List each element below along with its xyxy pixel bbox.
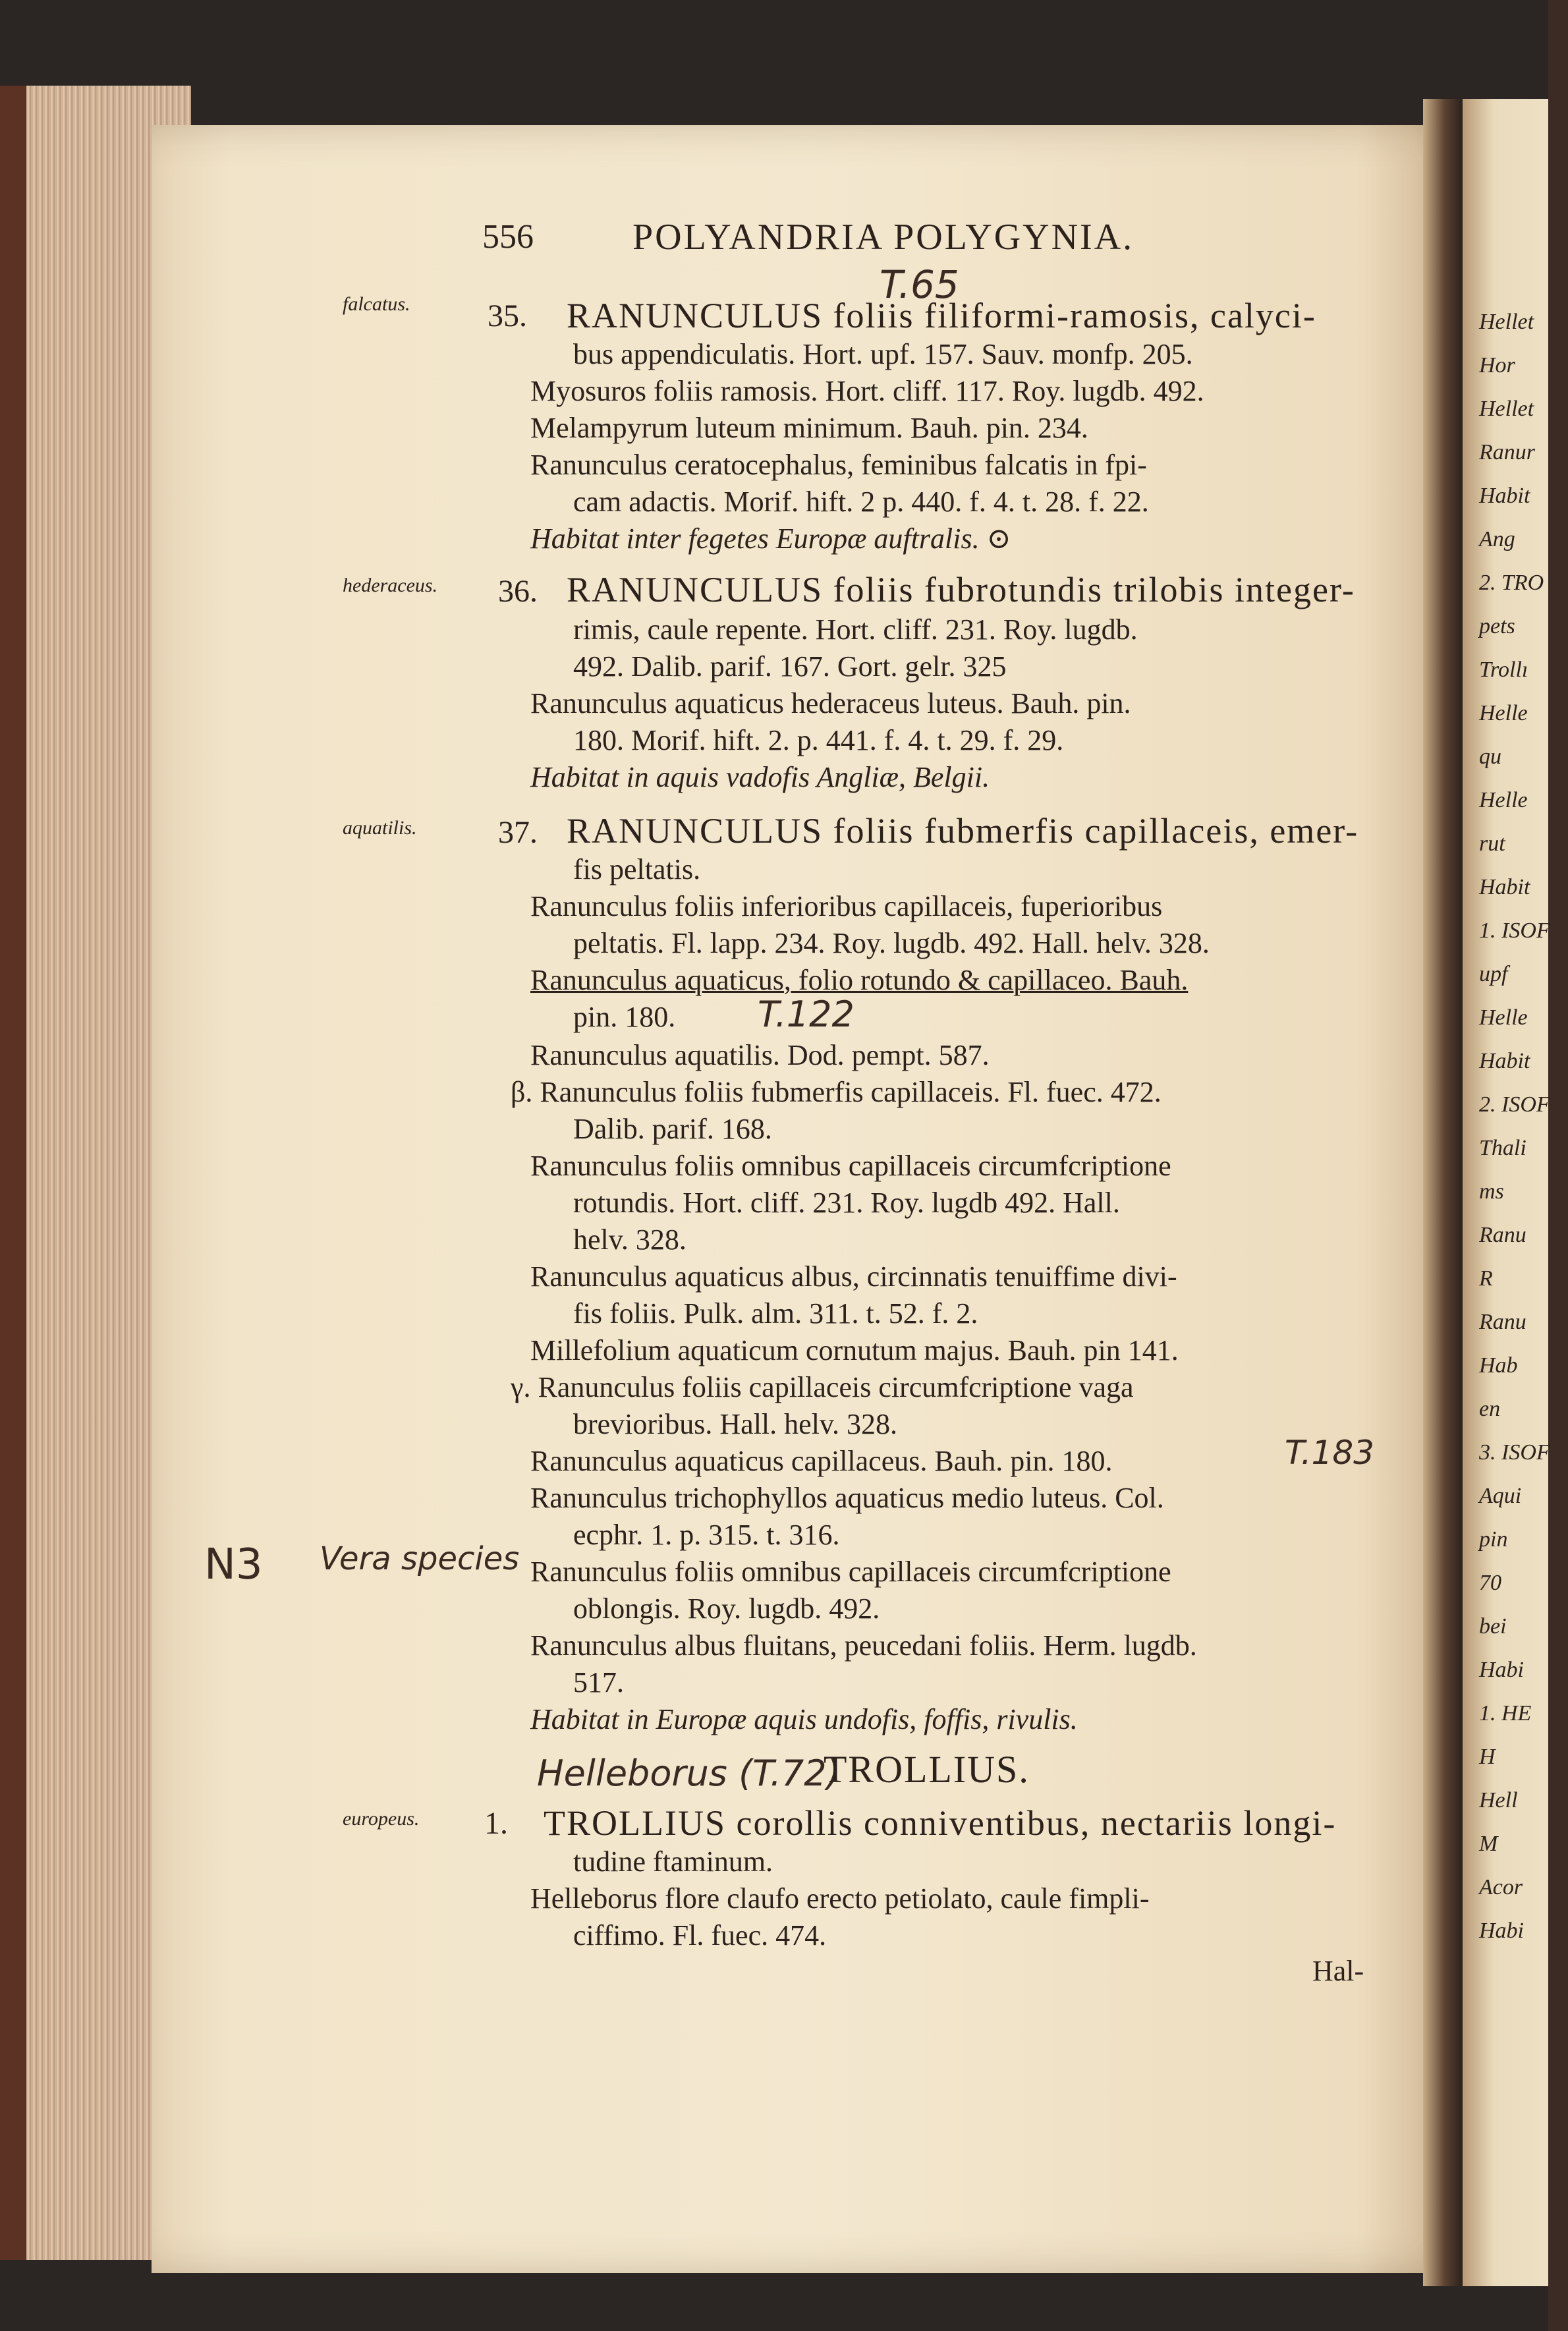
facing-page-fragment: Ang <box>1479 527 1515 551</box>
entry-text-line: 180. Morif. hift. 2. p. 441. f. 4. t. 29. f. 29. <box>573 724 1064 756</box>
entry-number: 36. <box>498 574 538 609</box>
entry-text-line: tudine ftaminum. <box>573 1845 773 1878</box>
catchword: Hal- <box>1312 1955 1364 1987</box>
habitat-line: Habitat in Europæ aquis undofis, foffis, rivulis. <box>530 1703 1078 1735</box>
facing-page-fragment: 3. ISOF <box>1479 1440 1550 1465</box>
facing-page-fragment: Hellet <box>1479 310 1534 334</box>
entry-text-line: fis peltatis. <box>573 853 701 885</box>
facing-page-fragment: en <box>1479 1397 1501 1421</box>
entry-text-line: Ranunculus aquaticus, folio rotundo & capillaceo. Bauh. <box>530 964 1189 996</box>
entry-text-line: peltatis. Fl. lapp. 234. Roy. lugdb. 492. Hall. helv. 328. <box>573 927 1210 959</box>
entry-text-line: TROLLIUS corollis conniventibus, nectariis longi- <box>544 1803 1337 1843</box>
facing-page-fragment: 1. ISOF <box>1479 918 1550 943</box>
entry-text-line: RANUNCULUS foliis fubmerfis capillaceis, emer- <box>567 811 1359 851</box>
entry-number: 37. <box>498 815 538 850</box>
page-number: 556 <box>482 218 534 256</box>
entry-text-line: Ranunculus ceratocephalus, feminibus falcatis in fpi- <box>530 449 1147 481</box>
entry-text-line: Ranunculus foliis inferioribus capillaceis, fuperioribus <box>530 890 1163 922</box>
entry-text-line: 492. Dalib. parif. 167. Gort. gelr. 325 <box>573 650 1007 683</box>
entry-text-line: brevioribus. Hall. helv. 328. <box>573 1408 898 1440</box>
entry-text-line: rotundis. Hort. cliff. 231. Roy. lugdb 492. Hall. <box>573 1187 1120 1219</box>
facing-page-fragment: Habi <box>1479 1658 1524 1682</box>
facing-page-fragment: Acor <box>1479 1875 1523 1899</box>
facing-page-fragment: ms <box>1479 1179 1504 1204</box>
facing-page-fragment: pin <box>1479 1527 1508 1552</box>
entry-number: 35. <box>488 298 527 333</box>
facing-page-fragment: Hell <box>1479 1788 1518 1812</box>
handwritten-note-t122: T.122 <box>758 994 854 1035</box>
facing-page-fragment: Trollı <box>1479 658 1528 682</box>
entry-text-line: Ranunculus foliis omnibus capillaceis circumfcriptione <box>530 1150 1171 1182</box>
facing-page-fragment: Ranu <box>1479 1223 1526 1247</box>
facing-page-fragment: Habit <box>1479 875 1530 899</box>
entry-text-line: pin. 180. <box>573 1001 676 1033</box>
facing-page-fragment: Hellet <box>1479 397 1534 421</box>
entry-text-line: Ranunculus aquaticus capillaceus. Bauh. pin. 180. <box>530 1445 1113 1477</box>
entry-text-line: β. Ranunculus foliis fubmerfis capillaceis. Fl. fuec. 472. <box>511 1076 1162 1108</box>
entry-text-line: Ranunculus foliis omnibus capillaceis circumfcriptione <box>530 1556 1171 1588</box>
facing-page-fragment: Ranur <box>1479 440 1535 464</box>
entry-text-line: bus appendiculatis. Hort. upf. 157. Sauv. monfp. 205. <box>573 338 1193 370</box>
genus-heading: TROLLIUS. <box>824 1748 1030 1791</box>
margin-species-name: falcatus. <box>343 293 410 315</box>
entry-text-line: Ranunculus trichophyllos aquaticus medio luteus. Col. <box>530 1482 1164 1514</box>
entry-text-line: Myosuros foliis ramosis. Hort. cliff. 117. Roy. lugdb. 492. <box>530 375 1204 407</box>
entry-text-line: oblongis. Roy. lugdb. 492. <box>573 1592 880 1625</box>
entry-text-line: cam adactis. Morif. hift. 2 p. 440. f. 4. t. 28. f. 22. <box>573 486 1149 518</box>
facing-page-fragment: qu <box>1479 744 1501 769</box>
entry-text-line: rimis, caule repente. Hort. cliff. 231. Roy. lugdb. <box>573 613 1138 646</box>
book-cover-edge <box>1548 0 1568 2331</box>
facing-page-fragment: R <box>1479 1266 1493 1291</box>
facing-page-fragment: M <box>1479 1832 1498 1856</box>
facing-page-fragment: Helle <box>1479 788 1528 812</box>
margin-species-name: europeus. <box>343 1808 420 1830</box>
facing-page-fragment: upf <box>1479 962 1508 986</box>
facing-page-fragment: rut <box>1479 831 1505 856</box>
facing-page-fragment: Habit <box>1479 484 1530 508</box>
handwritten-note-vera-species: Vera species <box>320 1540 520 1577</box>
entry-text-line: Ranunculus aquatilis. Dod. pempt. 587. <box>530 1039 990 1071</box>
habitat-line: Habitat in aquis vadofis Angliæ, Belgii. <box>530 761 990 793</box>
entry-text-line: ecphr. 1. p. 315. t. 316. <box>573 1519 840 1551</box>
entry-text-line: ciffimo. Fl. fuec. 474. <box>573 1919 827 1952</box>
facing-page-fragment: Aqui <box>1479 1484 1522 1508</box>
facing-page-fragment: pets <box>1479 614 1515 638</box>
entry-text-line: Helleborus flore claufo erecto petiolato, caule fimpli- <box>530 1882 1150 1915</box>
facing-page-fragment: bei <box>1479 1614 1507 1639</box>
entry-text-line: RANUNCULUS foliis fubrotundis trilobis integer- <box>567 570 1355 609</box>
facing-page-fragment: 1. HE <box>1479 1701 1532 1726</box>
entry-number: 1. <box>484 1806 508 1841</box>
entry-text-line: Ranunculus albus fluitans, peucedani foliis. Herm. lugdb. <box>530 1629 1197 1662</box>
facing-page-fragment: H <box>1479 1745 1496 1769</box>
facing-page-fragment: Habit <box>1479 1049 1530 1073</box>
facing-page-fragment: Helle <box>1479 1005 1528 1030</box>
handwritten-note-t65: T.65 <box>880 262 959 307</box>
margin-species-name: hederaceus. <box>343 575 438 596</box>
facing-page-fragment: Helle <box>1479 701 1528 725</box>
entry-text-line: Ranunculus aquaticus hederaceus luteus. Bauh. pin. <box>530 687 1131 719</box>
facing-page-fragment: 70 <box>1479 1571 1501 1595</box>
entry-text-line: Dalib. parif. 168. <box>573 1113 772 1145</box>
handwritten-note-helleborus: Helleborus (T.72) <box>537 1753 841 1794</box>
entry-text-line: Millefolium aquaticum cornutum majus. Bauh. pin 141. <box>530 1334 1179 1366</box>
handwritten-margin-mark: N3 <box>204 1540 263 1589</box>
facing-page-fragment: Ranu <box>1479 1310 1526 1334</box>
entry-text-line: fis foliis. Pulk. alm. 311. t. 52. f. 2. <box>573 1297 978 1330</box>
handwritten-note-t183: T.183 <box>1285 1434 1374 1472</box>
facing-page-fragment: Thali <box>1479 1136 1526 1160</box>
facing-page-fragment: 2. ISOF <box>1479 1092 1550 1117</box>
entry-text-line: RANUNCULUS foliis filiformi-ramosis, calyci- <box>567 296 1316 335</box>
facing-page-fragment: Hab <box>1479 1353 1518 1378</box>
book-gutter <box>1423 99 1463 2286</box>
entry-text-line: 517. <box>573 1666 624 1699</box>
entry-text-line: γ. Ranunculus foliis capillaceis circumfcriptione vaga <box>511 1371 1134 1403</box>
facing-page-fragment: 2. TRO <box>1479 571 1544 595</box>
entry-text-line: Ranunculus aquaticus albus, circinnatis tenuiffime divi- <box>530 1260 1177 1293</box>
entry-text-line: helv. 328. <box>573 1223 686 1256</box>
margin-species-name: aquatilis. <box>343 817 417 839</box>
habitat-line: Habitat inter fegetes Europæ auftralis. ⊙ <box>530 522 1011 555</box>
facing-page-fragment: Hor <box>1479 353 1515 378</box>
facing-page-fragment: Habi <box>1479 1919 1524 1943</box>
running-title: POLYANDRIA POLYGYNIA. <box>632 217 1134 258</box>
entry-text-line: Melampyrum luteum minimum. Bauh. pin. 234. <box>530 412 1088 444</box>
